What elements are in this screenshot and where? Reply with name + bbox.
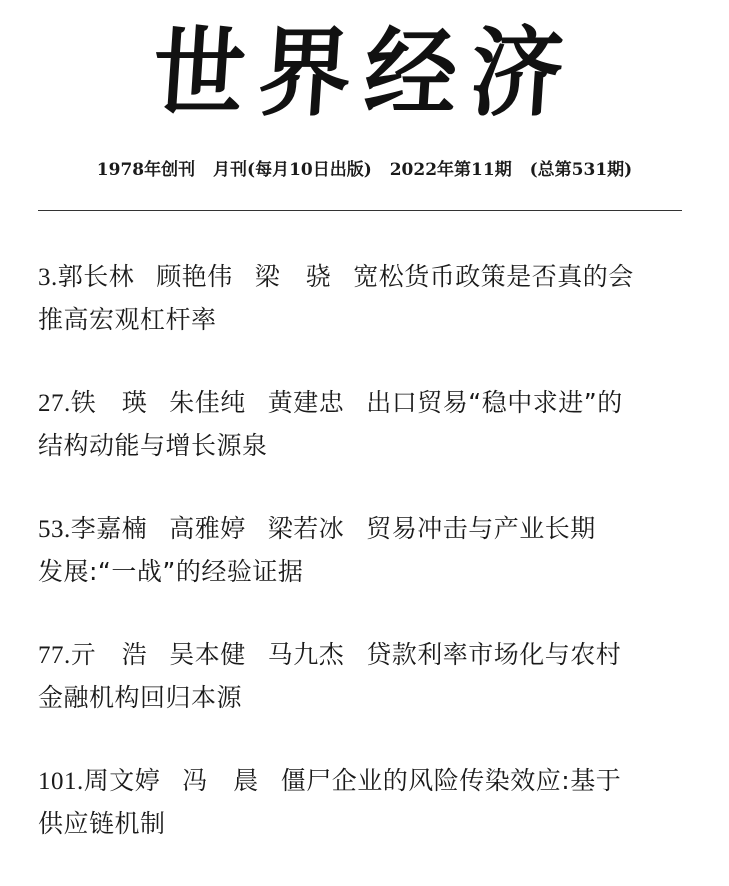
author: 李嘉楠 [70,514,148,543]
toc-entry[interactable] [38,760,688,886]
table-of-contents [38,256,688,886]
authors [58,262,354,291]
issue-number: 2022年第11期 [389,160,512,180]
article-title: 宽松货币政策是否真的会 [353,262,634,291]
page-number: 53. [38,516,71,543]
toc-entry-line1 [38,634,688,677]
toc-entry[interactable] [38,634,688,760]
author: 梁 骁 [254,262,332,291]
toc-entry-line1 [38,256,688,299]
author: 冯 晨 [182,766,259,795]
author: 亓 浩 [70,640,148,669]
article-title-continued: 供应链机制 [38,809,166,838]
page-number: 27. [38,390,71,417]
article-title-continued: 金融机构回归本源 [38,683,243,712]
author: 周文婷 [83,766,161,795]
author: 马九杰 [267,640,345,669]
author: 朱佳纯 [169,388,246,417]
authors [84,766,281,795]
founded-year: 1978年创刊 [96,160,196,180]
page-number: 101. [38,768,84,795]
authors [71,514,367,543]
article-title-continued: 发展:“一战”的经验证据 [38,557,304,586]
article-title: 贷款利率市场化与农村 [366,640,622,669]
author: 高雅婷 [169,514,246,543]
toc-entry-line1 [38,760,688,803]
article-title: 僵尸企业的风险传染效应:基于 [280,766,622,795]
article-title-continued: 结构动能与增长源泉 [38,431,268,460]
total-issue-number: (总第531期) [529,160,633,180]
masthead [0,0,729,150]
page-number: 77. [38,642,71,669]
author: 黄建忠 [267,388,345,417]
author: 梁若冰 [267,514,345,543]
toc-entry[interactable] [38,256,688,382]
author: 顾艳伟 [156,262,233,291]
author: 郭长林 [57,262,135,291]
authors [71,388,367,417]
article-title-continued: 推高宏观杠杆率 [38,305,217,334]
authors [71,640,367,669]
article-title: 出口贸易“稳中求进”的 [366,388,623,417]
header-divider [38,210,682,211]
author: 铁 瑛 [70,388,148,417]
publication-frequency: 月刊(每月10日出版) [213,160,372,180]
author: 吴本健 [169,640,246,669]
article-title: 贸易冲击与产业长期 [366,514,596,543]
page-number: 3. [38,264,58,291]
toc-entry-line1 [38,508,688,551]
toc-entry-line1 [38,382,688,425]
toc-entry[interactable] [38,508,688,634]
toc-entry[interactable] [38,382,688,508]
journal-title-calligraphy: 世界经济 [149,16,581,130]
publication-info [0,158,729,182]
